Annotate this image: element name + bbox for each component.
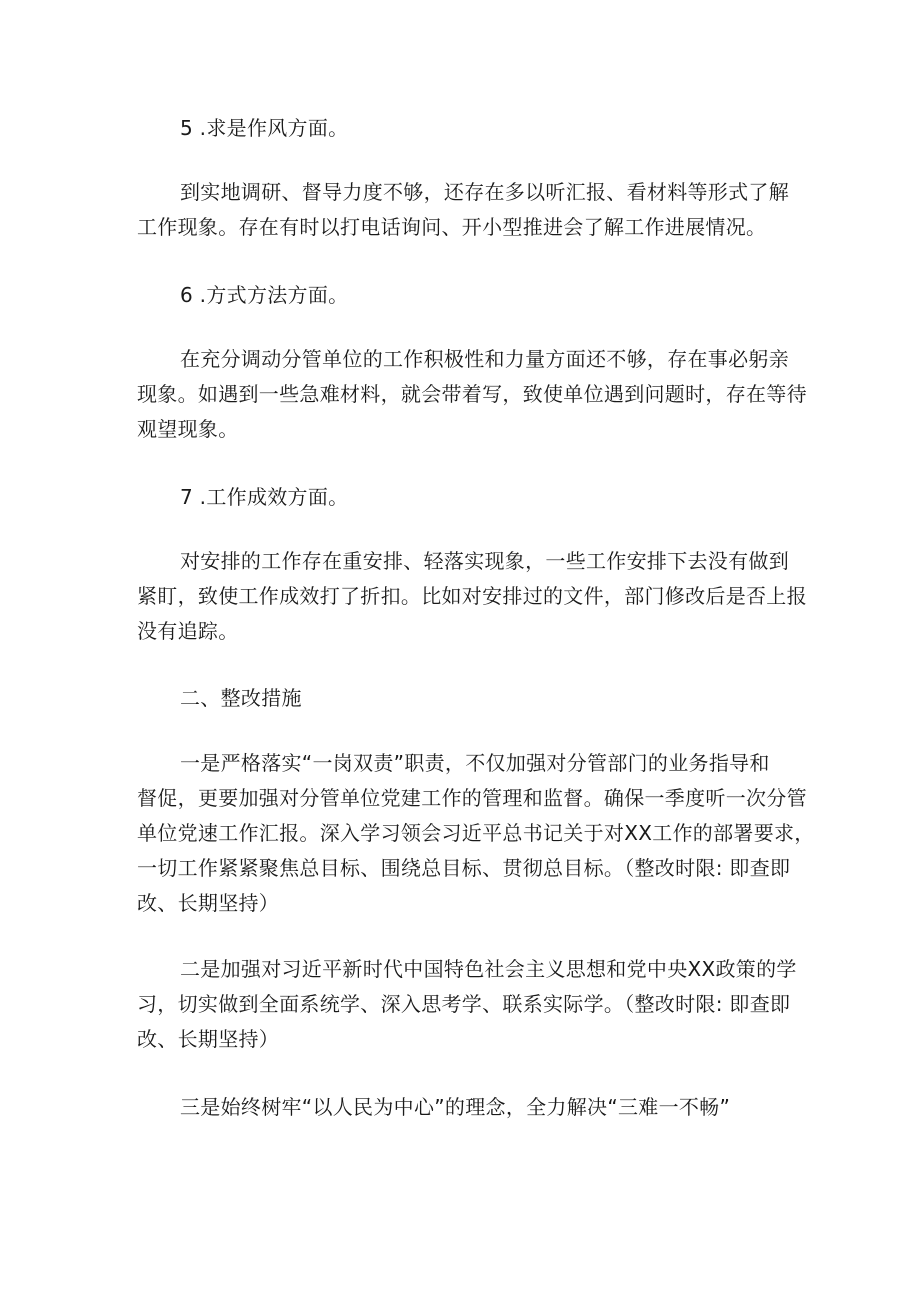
measure-2-line-2: 习，切实做到全面系统学、深入思考学、联系实际学。（整改时限: 即查即 [137, 992, 791, 1016]
measure-1-line-4: 一切工作紧紧聚焦总目标、围绕总目标、贯彻总目标。（整改时限: 即查即 [137, 856, 791, 880]
measure-2-line-1: 二是加强对习近平新时代中国特色社会主义思想和党中央XX政策的学 [180, 957, 797, 981]
section-7-para-line-3: 没有追踪。 [137, 619, 239, 643]
section-6-para-line-2: 现象。如遇到一些急难材料，就会带着写，致使单位遇到问题时，存在等待 [137, 382, 807, 406]
measure-1-line-5: 改、长期坚持） [137, 891, 280, 915]
part-2-heading: 二、整改措施 [180, 686, 302, 710]
section-6-para-line-1: 在充分调动分管单位的工作积极性和力量方面还不够，存在事必躬亲 [180, 347, 789, 371]
section-7-para-line-1: 对安排的工作存在重安排、轻落实现象，一些工作安排下去没有做到 [180, 549, 789, 573]
section-7-para-line-2: 紧盯，致使工作成效打了折扣。比如对安排过的文件，部门修改后是否上报 [137, 584, 807, 608]
section-5-para-line-2: 工作现象。存在有时以打电话询问、开小型推进会了解工作进展情况。 [137, 215, 767, 239]
measure-1-line-3: 单位党速工作汇报。深入学习领会习近平总书记关于对XX工作的部署要求， [137, 821, 815, 845]
measure-1-line-1: 一是严格落实“一岗双责”职责，不仅加强对分管部门的业务指导和 [180, 751, 770, 775]
measure-3-line-1: 三是始终树牢“以人民为中心”的理念，全力解决“三难一不畅” [180, 1095, 731, 1119]
measure-1-line-2: 督促，更要加强对分管单位党建工作的管理和监督。确保一季度听一次分管 [137, 786, 807, 810]
section-5-para-line-1: 到实地调研、督导力度不够，还存在多以听汇报、看材料等形式了解 [180, 180, 789, 204]
measure-2-line-3: 改、长期坚持） [137, 1027, 280, 1051]
section-6-para-line-3: 观望现象。 [137, 417, 239, 441]
section-6-heading: 6 .方式方法方面。 [180, 283, 349, 307]
section-7-heading: 7 .工作成效方面。 [180, 485, 349, 509]
section-5-heading: 5 .求是作风方面。 [180, 116, 349, 140]
